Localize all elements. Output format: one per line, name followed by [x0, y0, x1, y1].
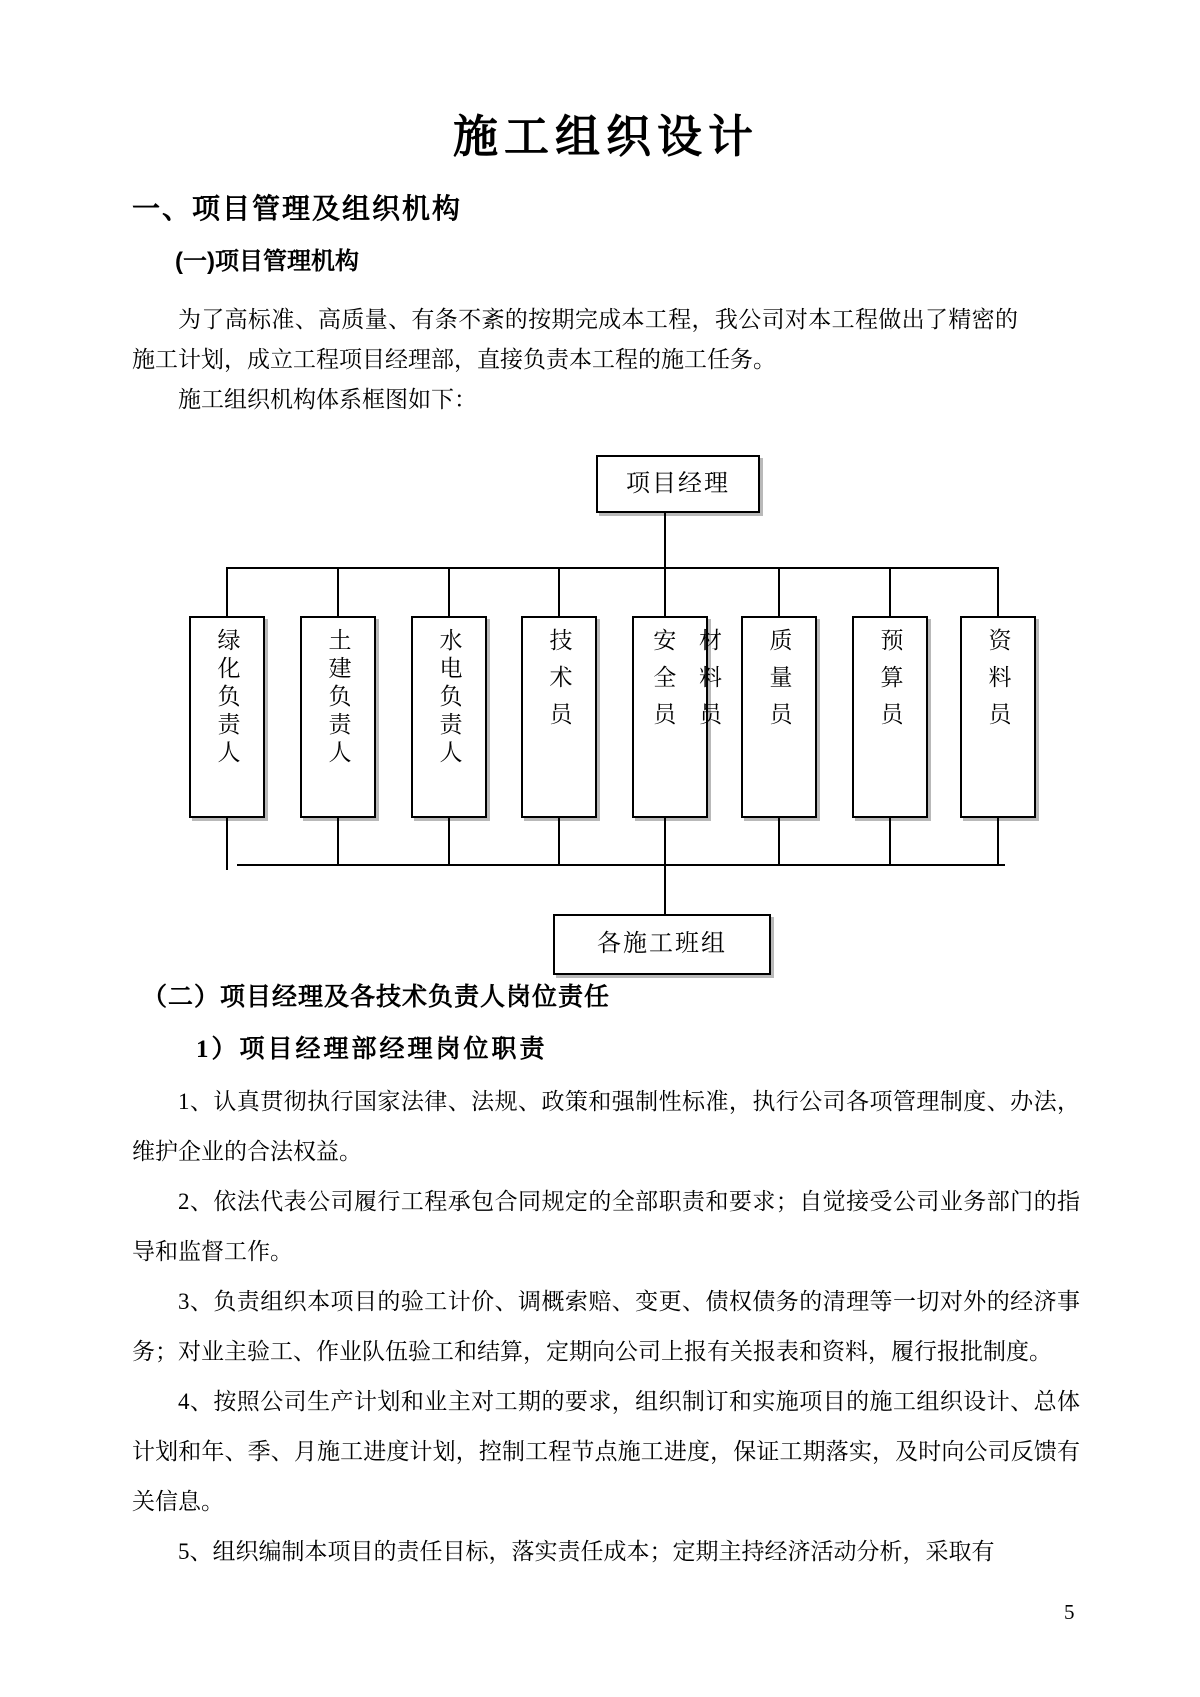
connector-line-drop: [226, 567, 228, 616]
staff-label-greening-manager: 绿化负责人: [214, 628, 240, 768]
connector-line-root-stem: [664, 513, 666, 567]
connector-line-drop: [997, 567, 999, 616]
section-2-sub-heading: 1）项目经理部经理岗位职责: [196, 1036, 548, 1063]
org-chart-node-staff: [632, 616, 721, 818]
org-chart-node-staff: [852, 616, 928, 818]
org-chart-node-construction-teams: 各施工班组: [553, 914, 771, 975]
staff-label-budget-officer: 预算员: [877, 628, 903, 739]
connector-line-drop: [448, 818, 450, 866]
connector-line-drop: [889, 818, 891, 866]
section-1-heading: 一、项目管理及组织机构: [132, 193, 463, 224]
staff-label-water-electric-manager: 水电负责人: [436, 628, 462, 768]
section-1: [0, 0, 1200, 420]
org-chart-node-staff: [960, 616, 1036, 818]
section-2-heading: （二）项目经理及各技术负责人岗位责任: [142, 984, 611, 1011]
duty-paragraph-2: 2、依法代表公司履行工程承包合同规定的全部职责和要求；自觉接受公司业务部门的指导和监督工作。: [132, 1189, 1080, 1264]
org-chart: [0, 420, 1200, 965]
connector-line-drop: [778, 567, 780, 616]
duty-paragraph-3: 3、负责组织本项目的验工计价、调概索赔、变更、债权债务的清理等一切对外的经济事务；对业主验工、作业队伍验工和结算，定期向公司上报有关报表和资料，履行报批制度。: [132, 1289, 1080, 1364]
connector-line-bottom-bus: [237, 864, 1005, 866]
connector-line-drop: [889, 567, 891, 616]
staff-label-material-officer: 材料员: [696, 628, 721, 739]
diagram-caption: 施工组织机构体系框图如下：: [178, 387, 477, 412]
staff-label-civil-works-manager: 土建负责人: [325, 628, 351, 768]
connector-line-drop: [448, 567, 450, 616]
connector-line-drop: [664, 818, 666, 866]
intro-paragraph: 为了高标准、高质量、有条不紊的按期完成本工程，我公司对本工程做出了精密的施工计划，成立工程项目经理部，直接负责本工程的施工任务。: [132, 307, 1018, 372]
org-chart-node-staff: [189, 616, 265, 818]
org-chart-node-staff: [521, 616, 597, 818]
staff-label-technician: 技术员: [546, 628, 572, 739]
connector-line-drop: [558, 567, 560, 616]
duty-paragraph-5: 5、组织编制本项目的责任目标，落实责任成本；定期主持经济活动分析，采取有: [178, 1539, 995, 1564]
staff-label-documentation-officer: 资料员: [985, 628, 1011, 739]
connector-line-drop: [337, 567, 339, 616]
connector-line-drop: [997, 818, 999, 866]
org-chart-node-staff: [300, 616, 376, 818]
section-2: [0, 977, 1200, 1577]
connector-line-drop: [664, 567, 666, 616]
org-chart-node-staff: [741, 616, 817, 818]
connector-line-drop: [778, 818, 780, 866]
staff-label-safety-officer: 安全员: [650, 628, 676, 739]
duty-paragraph-1: 1、认真贯彻执行国家法律、法规、政策和强制性标准，执行公司各项管理制度、办法，维护企业的合法权益。: [132, 1089, 1080, 1164]
org-chart-node-staff: [411, 616, 487, 818]
duty-paragraph-4: 4、按照公司生产计划和业主对工期的要求，组织制订和实施项目的施工组织设计、总体计划和年、季、月施工进度计划，控制工程节点施工进度，保证工期落实，及时向公司反馈有关信息。: [132, 1389, 1080, 1514]
connector-line-top-bus: [226, 567, 999, 569]
connector-line-bottom-stem: [664, 864, 666, 914]
connector-line-drop: [337, 818, 339, 866]
org-chart-node-project-manager: 项目经理: [596, 455, 760, 513]
staff-label-quality-officer: 质量员: [766, 628, 792, 739]
connector-line-drop: [558, 818, 560, 866]
connector-line-drop: [226, 818, 228, 870]
duty-list: [132, 1077, 1080, 1577]
section-1-sub-heading: (一)项目管理机构: [175, 248, 359, 275]
page-number: 5: [1064, 1600, 1075, 1624]
document-title: 施工组织设计: [452, 112, 759, 162]
